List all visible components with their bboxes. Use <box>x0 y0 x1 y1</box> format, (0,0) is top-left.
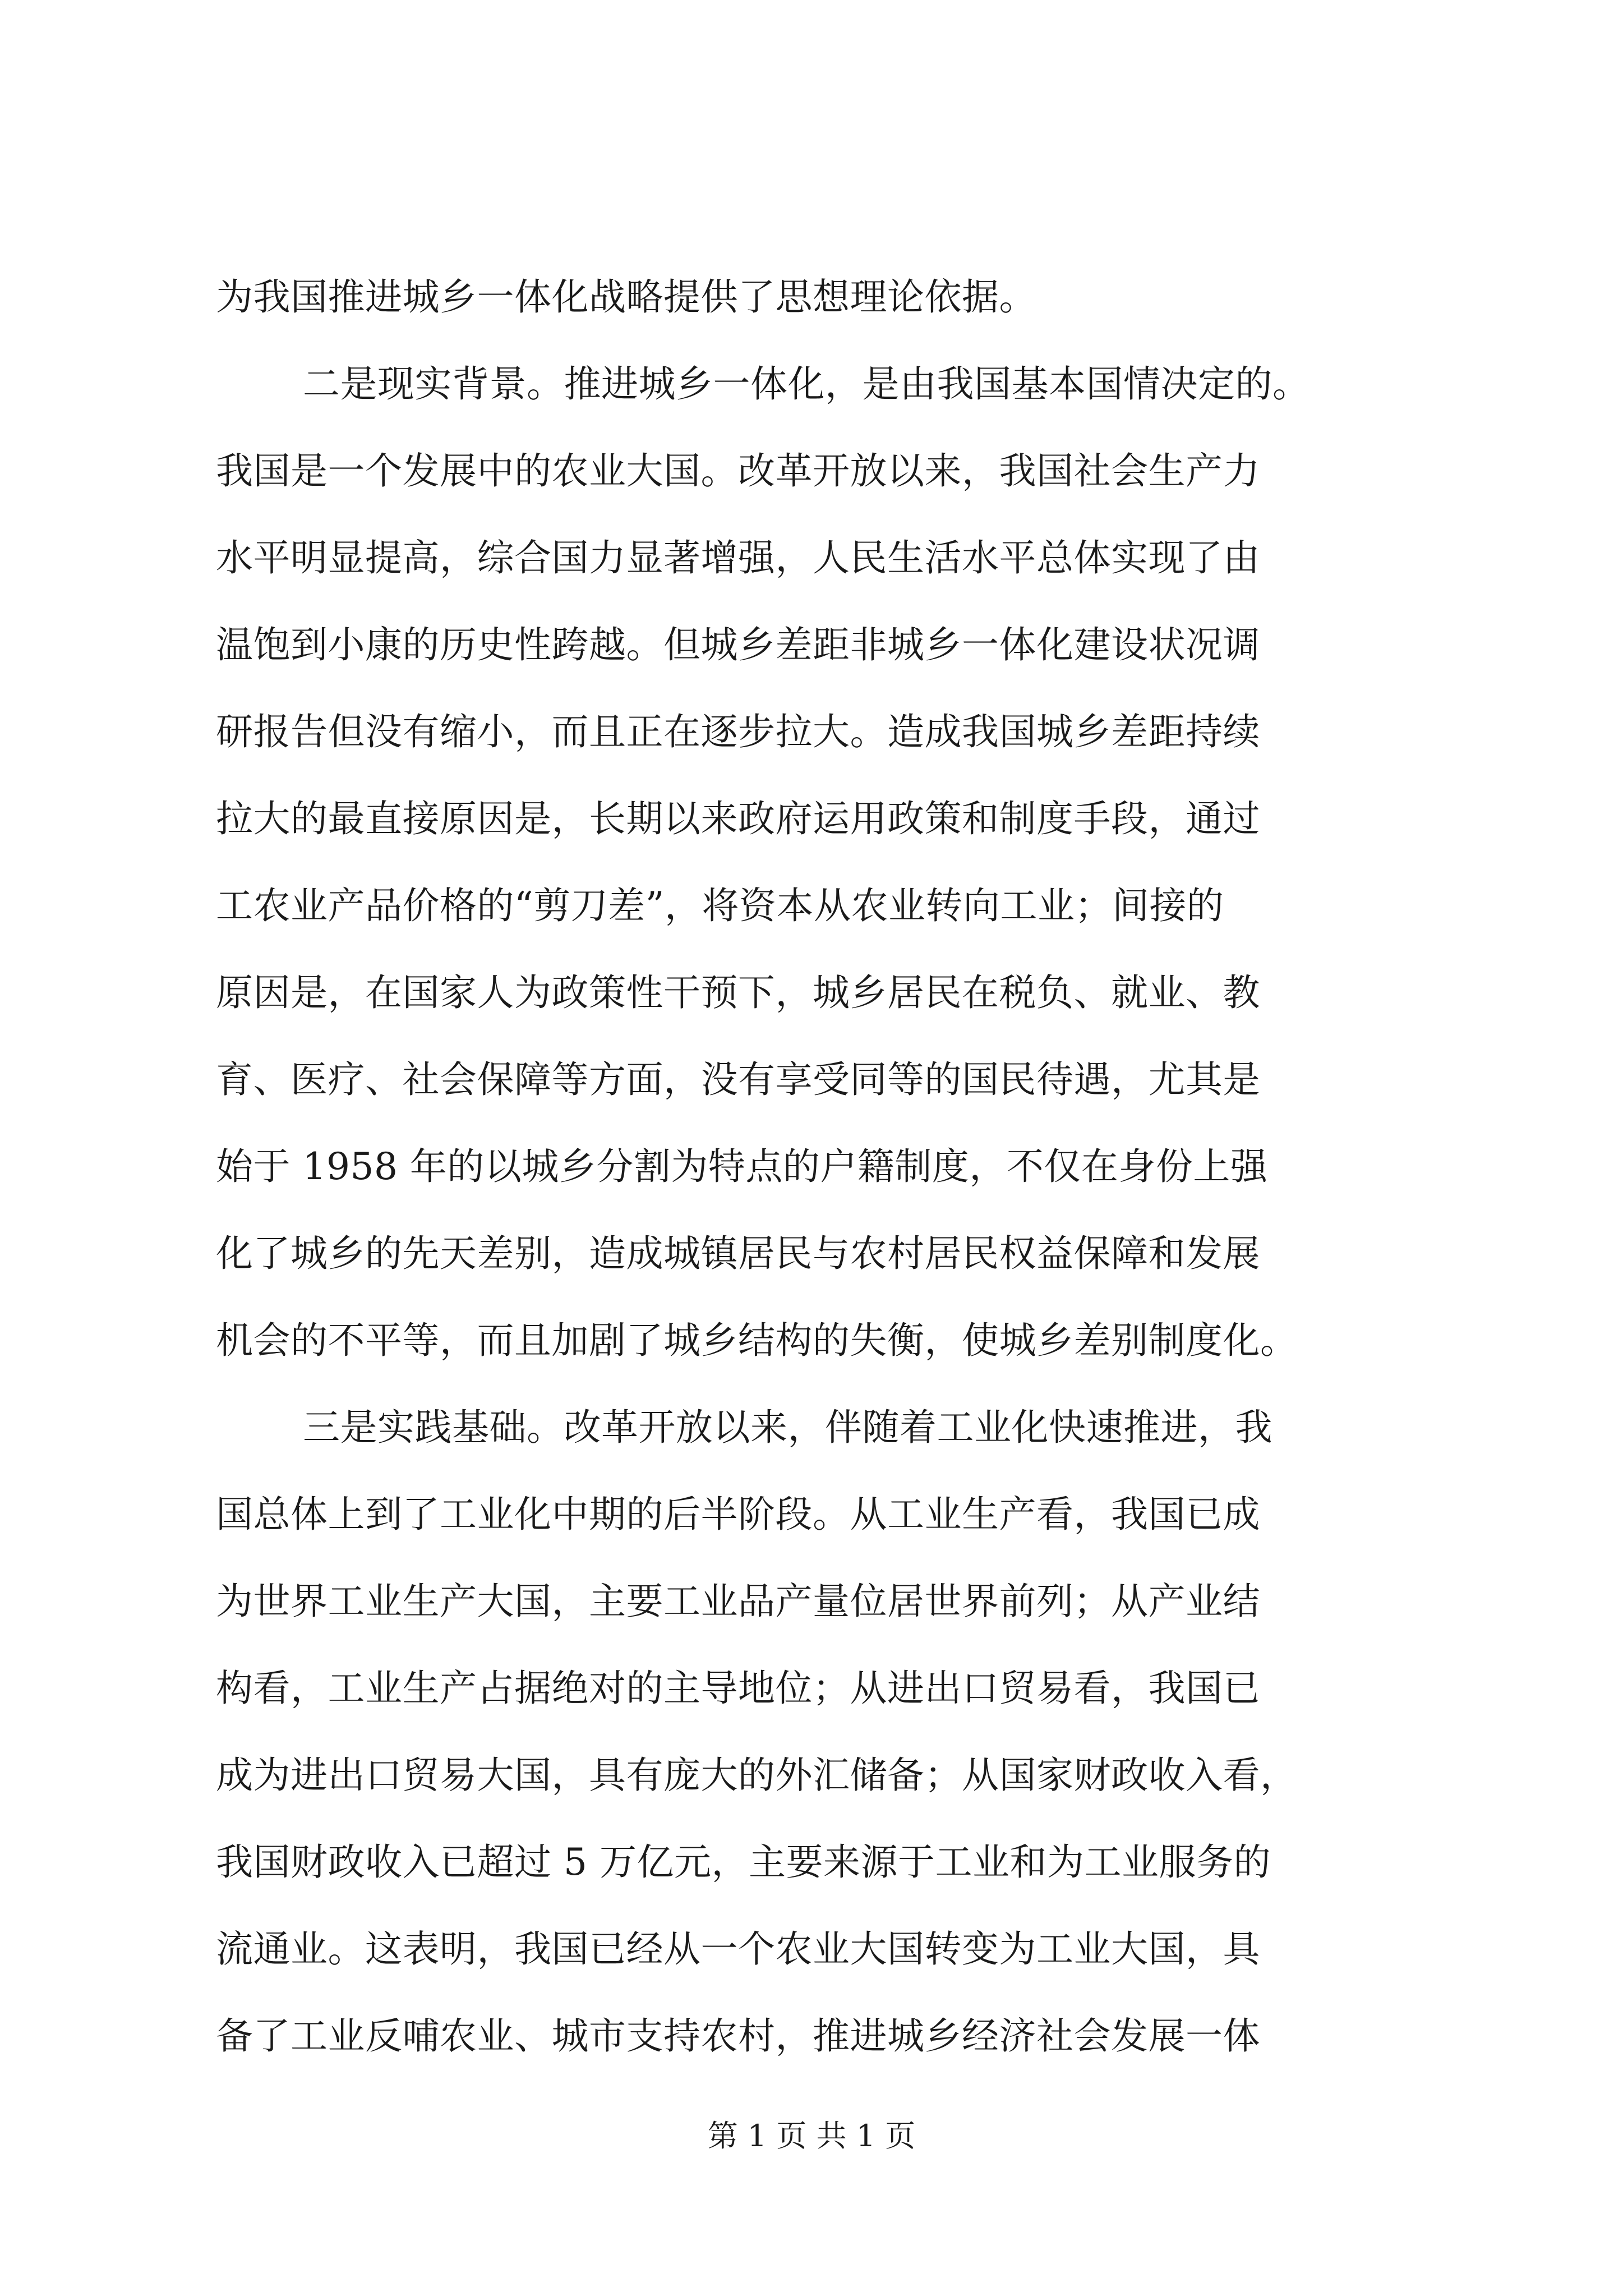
text-line-19: 我国财政收入已超过 5 万亿元，主要来源于工业和为工业服务的 <box>216 1841 1271 1884</box>
text-line-20: 流通业。这表明，我国已经从一个农业大国转变为工业大国，具 <box>216 1927 1260 1971</box>
text-line-17: 构看，工业生产占据绝对的主导地位；从进出口贸易看，我国已 <box>216 1667 1260 1710</box>
text-line-15: 国总体上到了工业化中期的后半阶段。从工业生产看，我国已成 <box>216 1493 1260 1536</box>
text-line-7: 拉大的最直接原因是，长期以来政府运用政策和制度手段，通过 <box>216 797 1260 840</box>
page-footer: 第 1 页 共 1 页 <box>707 2118 916 2154</box>
text-line-10: 育、医疗、社会保障等方面，没有享受同等的国民待遇，尤其是 <box>216 1058 1260 1101</box>
text-line-18: 成为进出口贸易大国，具有庞大的外汇储备；从国家财政收入看， <box>216 1754 1298 1797</box>
text-line-2: 二是现实背景。推进城乡一体化，是由我国基本国情决定的。 <box>303 362 1310 406</box>
text-line-13: 机会的不平等，而且加剧了城乡结构的失衡，使城乡差别制度化。 <box>216 1319 1298 1362</box>
text-line-14: 三是实践基础。改革开放以来，伴随着工业化快速推进，我 <box>303 1406 1272 1449</box>
text-line-11: 始于 1958 年的以城乡分割为特点的户籍制度，不仅在身份上强 <box>216 1145 1268 1188</box>
text-line-16: 为世界工业生产大国，主要工业品产量位居世界前列；从产业结 <box>216 1580 1260 1623</box>
text-line-21: 备了工业反哺农业、城市支持农村，推进城乡经济社会发展一体 <box>216 2014 1260 2058</box>
text-line-5: 温饱到小康的历史性跨越。但城乡差距非城乡一体化建设状况调 <box>216 623 1260 666</box>
text-line-3: 我国是一个发展中的农业大国。改革开放以来，我国社会生产力 <box>216 449 1260 493</box>
text-line-4: 水平明显提高，综合国力显著增强，人民生活水平总体实现了由 <box>216 536 1260 579</box>
text-line-8: 工农业产品价格的“剪刀差”，将资本从农业转向工业；间接的 <box>216 884 1224 927</box>
text-line-1: 为我国推进城乡一体化战略提供了思想理论依据。 <box>216 275 1036 319</box>
text-line-6: 研报告但没有缩小，而且正在逐步拉大。造成我国城乡差距持续 <box>216 710 1260 753</box>
text-line-12: 化了城乡的先天差别，造成城镇居民与农村居民权益保障和发展 <box>216 1232 1260 1275</box>
text-line-9: 原因是，在国家人为政策性干预下，城乡居民在税负、就业、教 <box>216 971 1260 1014</box>
